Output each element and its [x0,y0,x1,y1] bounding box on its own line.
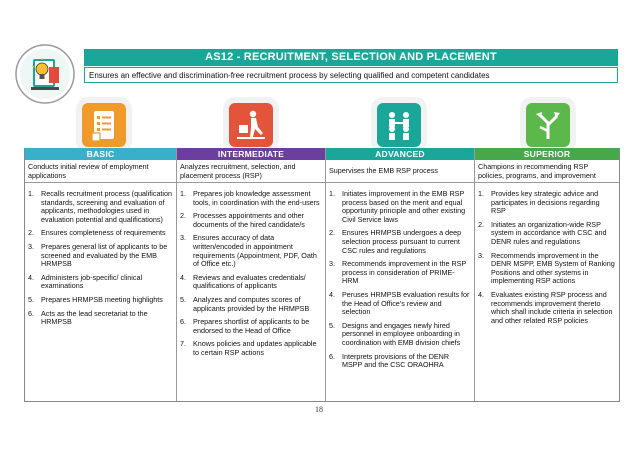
indicator-list [177,183,325,358]
list-item: 2. Processes appointments and other documents of the hired candidate/s [180,211,305,229]
checklist-icon [82,103,126,147]
page-number: 18 [315,405,323,414]
competency-levels-table [24,148,620,402]
list-item: 3. Recommends improvement in the DENR MSPP, EMB System of Ranking Positions and other systems in implementing RSP actions [478,250,615,286]
growth-arrows-icon [526,103,570,147]
lightbulb-book-icon [14,43,76,105]
list-item: 7. Knows policies and updates applicable to certain RSP actions [180,339,317,357]
list-item: 5. Prepares HRMPSB meeting highlights [28,294,163,304]
list-item: 2. Ensures completeness of requirements [28,228,166,238]
level-description: Conducts initial review of employment applications [25,160,176,183]
level-column-advanced [325,148,474,401]
list-item: 3. Recommends improvement in the RSP process in consideration of PRIME-HRM [329,259,467,286]
list-item: 1. Provides key strategic advice and participates in decisions regarding RSP [478,189,600,216]
list-item: 6. Acts as the lead secretariat to the HRMPSB [28,308,148,327]
indicator-list [475,183,619,325]
level-column-intermediate [176,148,325,401]
level-heading: ADVANCED [326,148,474,160]
level-heading: BASIC [25,148,176,160]
list-item: 6. Interprets provisions of the DENR MSPP and the CSC ORAOHRA [329,351,450,370]
list-item: 5. Designs and engages newly hired personnel in employee onboarding in coordination with EMB division chiefs [329,320,461,347]
competency-title: AS12 - RECRUITMENT, SELECTION AND PLACEMENT [84,49,618,66]
level-column-basic [25,148,176,401]
list-item: 1. Initiates improvement in the EMB RSP process based on the merit and equal opportunity principle and other existing Civil Service laws [329,189,466,224]
list-item: 6. Prepares shortlist of applicants to be endorsed to the Head of Office [180,317,310,335]
list-item: 4. Administers job-specific/ clinical examinations [28,272,143,291]
list-item: 2. Initiates an organization-wide RSP system in accordance with CSC and DENR rules and regulations [478,219,607,246]
list-item: 4. Reviews and evaluates credentials/ qualifications of applicants [180,272,306,291]
level-description: Supervises the EMB RSP process [326,160,474,183]
level-column-superior [474,148,619,401]
level-description: Champions in recommending RSP policies, programs, and improvement [475,160,619,183]
indicator-list [25,183,176,327]
indicator-list [326,183,474,370]
person-with-box-icon [229,103,273,147]
level-heading: SUPERIOR [475,148,619,160]
level-description: Analyzes recruitment, selection, and placement process (RSP) [177,160,325,183]
list-item: 3. Prepares general list of applicants to be screened and evaluated by the EMB HRMPSB [28,241,168,269]
competency-description: Ensures an effective and discrimination-free recruitment process by selecting qualified and competent candidates [84,67,618,83]
team-people-icon [377,103,421,147]
list-item: 1. Recalls recruitment process (qualification standards, screening and evaluation of applicants, methodologies used in evaluation potential and qualifications) [28,189,173,224]
list-item: 4. Evaluates existing RSP process and recommends improvement thereto which shall include criteria in selection and other related RSP policies [478,289,613,325]
list-item: 2. Ensures HRMPSB undergoes a deep selection process pursuant to current CSC rules and regulations [329,228,462,255]
list-item: 4. Peruses HRMPSB evaluation results for the Head of Office’s review and selection [329,289,470,317]
level-heading: INTERMEDIATE [177,148,325,160]
list-item: 5. Analyzes and computes scores of applicants provided by the HRMPSB [180,294,310,313]
list-item: 3. Ensures accuracy of data written/encoded in appointment requirements (Appointment, PDF, Oath of Office etc.) [180,233,317,269]
list-item: 1. Prepares job knowledge assessment tools, in coordination with the end-users [180,189,320,207]
